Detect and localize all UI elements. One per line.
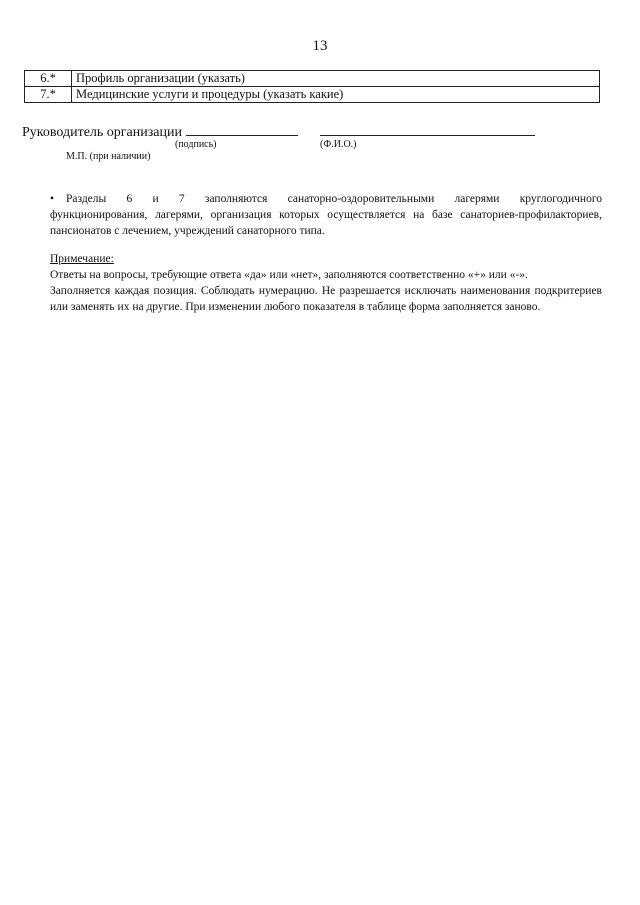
page-number: 13 bbox=[312, 38, 328, 54]
table-row bbox=[25, 87, 600, 103]
table-row bbox=[25, 71, 600, 87]
note-title: Примечание: bbox=[50, 253, 114, 265]
row-text: Медицинские услуги и процедуры (указать какие) bbox=[72, 87, 600, 103]
note-line2: Заполняется каждая позиция. Соблюдать нумерацию. Не разрешается исключать наименования подкритериев или заменять их на другие. При изменении любого показателя в таблице форма заполняется заново. bbox=[50, 285, 602, 313]
name-blank bbox=[320, 123, 535, 136]
footnote-first-line bbox=[50, 191, 602, 207]
signature-blank bbox=[186, 123, 298, 136]
note-block bbox=[50, 251, 602, 315]
stamp-caption: М.П. (при наличии) bbox=[66, 151, 151, 162]
name-caption: (Ф.И.О.) bbox=[320, 139, 357, 150]
footnote-line2: функционирования, лагерями, организация которых осуществляется на базе санаториев-профилакториев, пансионатов с лечением, учреждений санаторного типа. bbox=[50, 209, 602, 237]
row-number: 6.* bbox=[25, 71, 72, 87]
footnote bbox=[50, 191, 602, 239]
footnote-line1: Разделы 6 и 7 заполняются санаторно-оздоровительными лагерями круглогодичного bbox=[66, 193, 602, 205]
note-line1: Ответы на вопросы, требующие ответа «да» или «нет», заполняются соответственно «+» или «-». bbox=[50, 269, 528, 281]
profile-table bbox=[24, 70, 600, 103]
row-number: 7.* bbox=[25, 87, 72, 103]
row-text: Профиль организации (указать) bbox=[72, 71, 600, 87]
bullet-icon: • bbox=[50, 193, 55, 205]
signature-label: Руководитель организации bbox=[22, 125, 182, 140]
signature-line bbox=[22, 123, 535, 141]
signature-caption: (подпись) bbox=[175, 139, 217, 150]
